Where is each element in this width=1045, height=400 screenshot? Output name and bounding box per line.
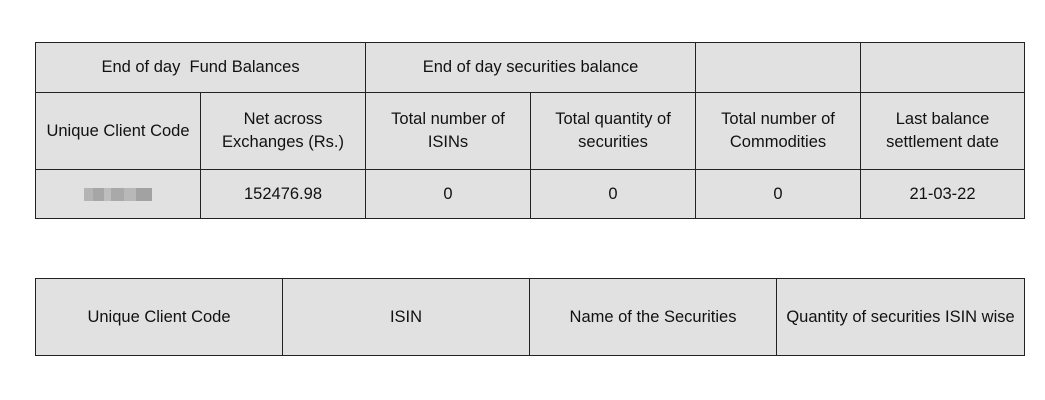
empty-group-header-cell	[861, 43, 1025, 93]
group-header-row	[36, 43, 1025, 93]
column-header-quantity-isin-wise: Quantity of securities ISIN wise	[777, 279, 1025, 356]
column-header-isin: ISIN	[283, 279, 530, 356]
column-header-total-quantity: Total quantity of securities	[531, 93, 696, 170]
unique-client-code-cell	[36, 170, 201, 219]
table-row	[36, 170, 1025, 219]
column-header-last-settlement-date: Last balance settlement date	[861, 93, 1025, 170]
column-header-net-across-exchanges: Net across Exchanges (Rs.)	[201, 93, 366, 170]
column-header-name-of-securities: Name of the Securities	[530, 279, 777, 356]
total-isins-cell: 0	[366, 170, 531, 219]
empty-group-header-cell	[696, 43, 861, 93]
column-header-total-commodities: Total number of Commodities	[696, 93, 861, 170]
total-quantity-cell: 0	[531, 170, 696, 219]
redacted-client-code	[84, 188, 152, 201]
fund-balances-group-header: End of day Fund Balances	[36, 43, 366, 93]
column-header-unique-client-code: Unique Client Code	[36, 279, 283, 356]
securities-balance-group-header: End of day securities balance	[366, 43, 696, 93]
column-header-row	[36, 93, 1025, 170]
total-commodities-cell: 0	[696, 170, 861, 219]
column-header-unique-client-code: Unique Client Code	[36, 93, 201, 170]
column-header-row	[36, 279, 1025, 356]
column-header-total-isins: Total number of ISINs	[366, 93, 531, 170]
securities-holdings-table	[35, 278, 1025, 356]
end-of-day-balances-table	[35, 42, 1025, 219]
last-settlement-date-cell: 21-03-22	[861, 170, 1025, 219]
net-across-exchanges-cell: 152476.98	[201, 170, 366, 219]
